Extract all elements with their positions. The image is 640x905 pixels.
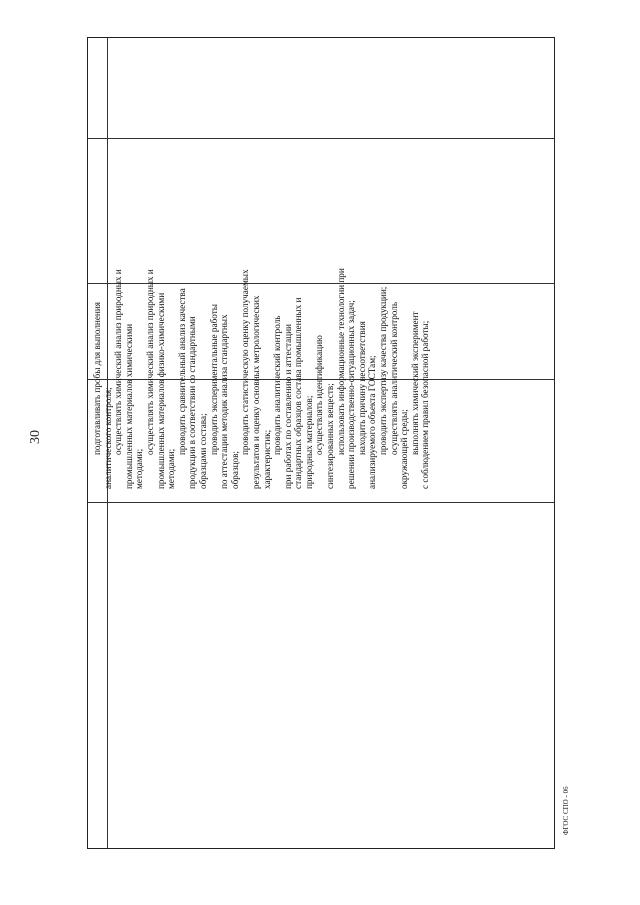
competency-line: по аттестации методик анализа стандартных bbox=[219, 314, 230, 489]
competency-line: осуществлять химический анализ природных и bbox=[113, 269, 124, 455]
competency-line: аналитического контроля; bbox=[102, 387, 113, 489]
competency-line: образцов; bbox=[229, 451, 240, 489]
competency-line: синтезированных веществ; bbox=[325, 383, 336, 489]
competency-line: с соблюдением правил безопасной работы; bbox=[420, 320, 431, 489]
competency-line: подготавливать пробы для выполнения bbox=[92, 302, 102, 455]
competency-line: продукции в соответствии со стандартными bbox=[187, 316, 198, 489]
row-divider bbox=[88, 138, 554, 139]
document-code: ФГОС СПО - 06 bbox=[562, 786, 570, 835]
competency-line: промышленных материалов химическими bbox=[123, 323, 134, 489]
competency-line: при работах по составлению и аттестации bbox=[282, 324, 293, 489]
competency-line: результатов и оценку основных метрологических bbox=[250, 295, 261, 489]
competency-line: образцами состава; bbox=[197, 413, 208, 489]
competency-line: методами; bbox=[134, 448, 145, 489]
competency-line: промышленных материалов физико-химическими bbox=[155, 292, 166, 489]
competency-line: проводить экспериментальные работы bbox=[208, 304, 219, 455]
competency-line: проводить аналитический контроль bbox=[272, 315, 283, 455]
competency-line: осуществлять химический анализ природных и bbox=[144, 269, 155, 455]
competency-line: проводить экспертизу качества продукции; bbox=[378, 286, 389, 455]
competency-line: решении производственно-ситуационных задач; bbox=[346, 300, 357, 489]
competency-line: анализируемого объекта ГОСТам; bbox=[367, 355, 378, 489]
competency-list-cell bbox=[88, 158, 556, 503]
competency-line: стандартных образцов состава промышленных и bbox=[293, 297, 304, 489]
competency-line: выполнять химический эксперимент bbox=[409, 311, 420, 455]
page-number: 30 bbox=[28, 430, 43, 444]
competency-line: находить причину несоответствия bbox=[356, 321, 367, 455]
competency-line: характеристик; bbox=[261, 429, 272, 489]
competency-table bbox=[87, 37, 555, 849]
competency-line: осуществлять аналитический контроль bbox=[388, 301, 399, 455]
competency-line: методами; bbox=[166, 448, 177, 489]
competency-line: проводить сравнительный анализ качества bbox=[176, 288, 187, 455]
competency-line: проводить статистическую оценку получаемых bbox=[240, 269, 251, 455]
competency-line: осуществлять идентификацию bbox=[314, 335, 325, 455]
competency-line: использовать информационные технологии при bbox=[335, 268, 346, 455]
competency-line: природных материалов; bbox=[303, 395, 314, 489]
competency-line: окружающей среды; bbox=[399, 409, 410, 489]
